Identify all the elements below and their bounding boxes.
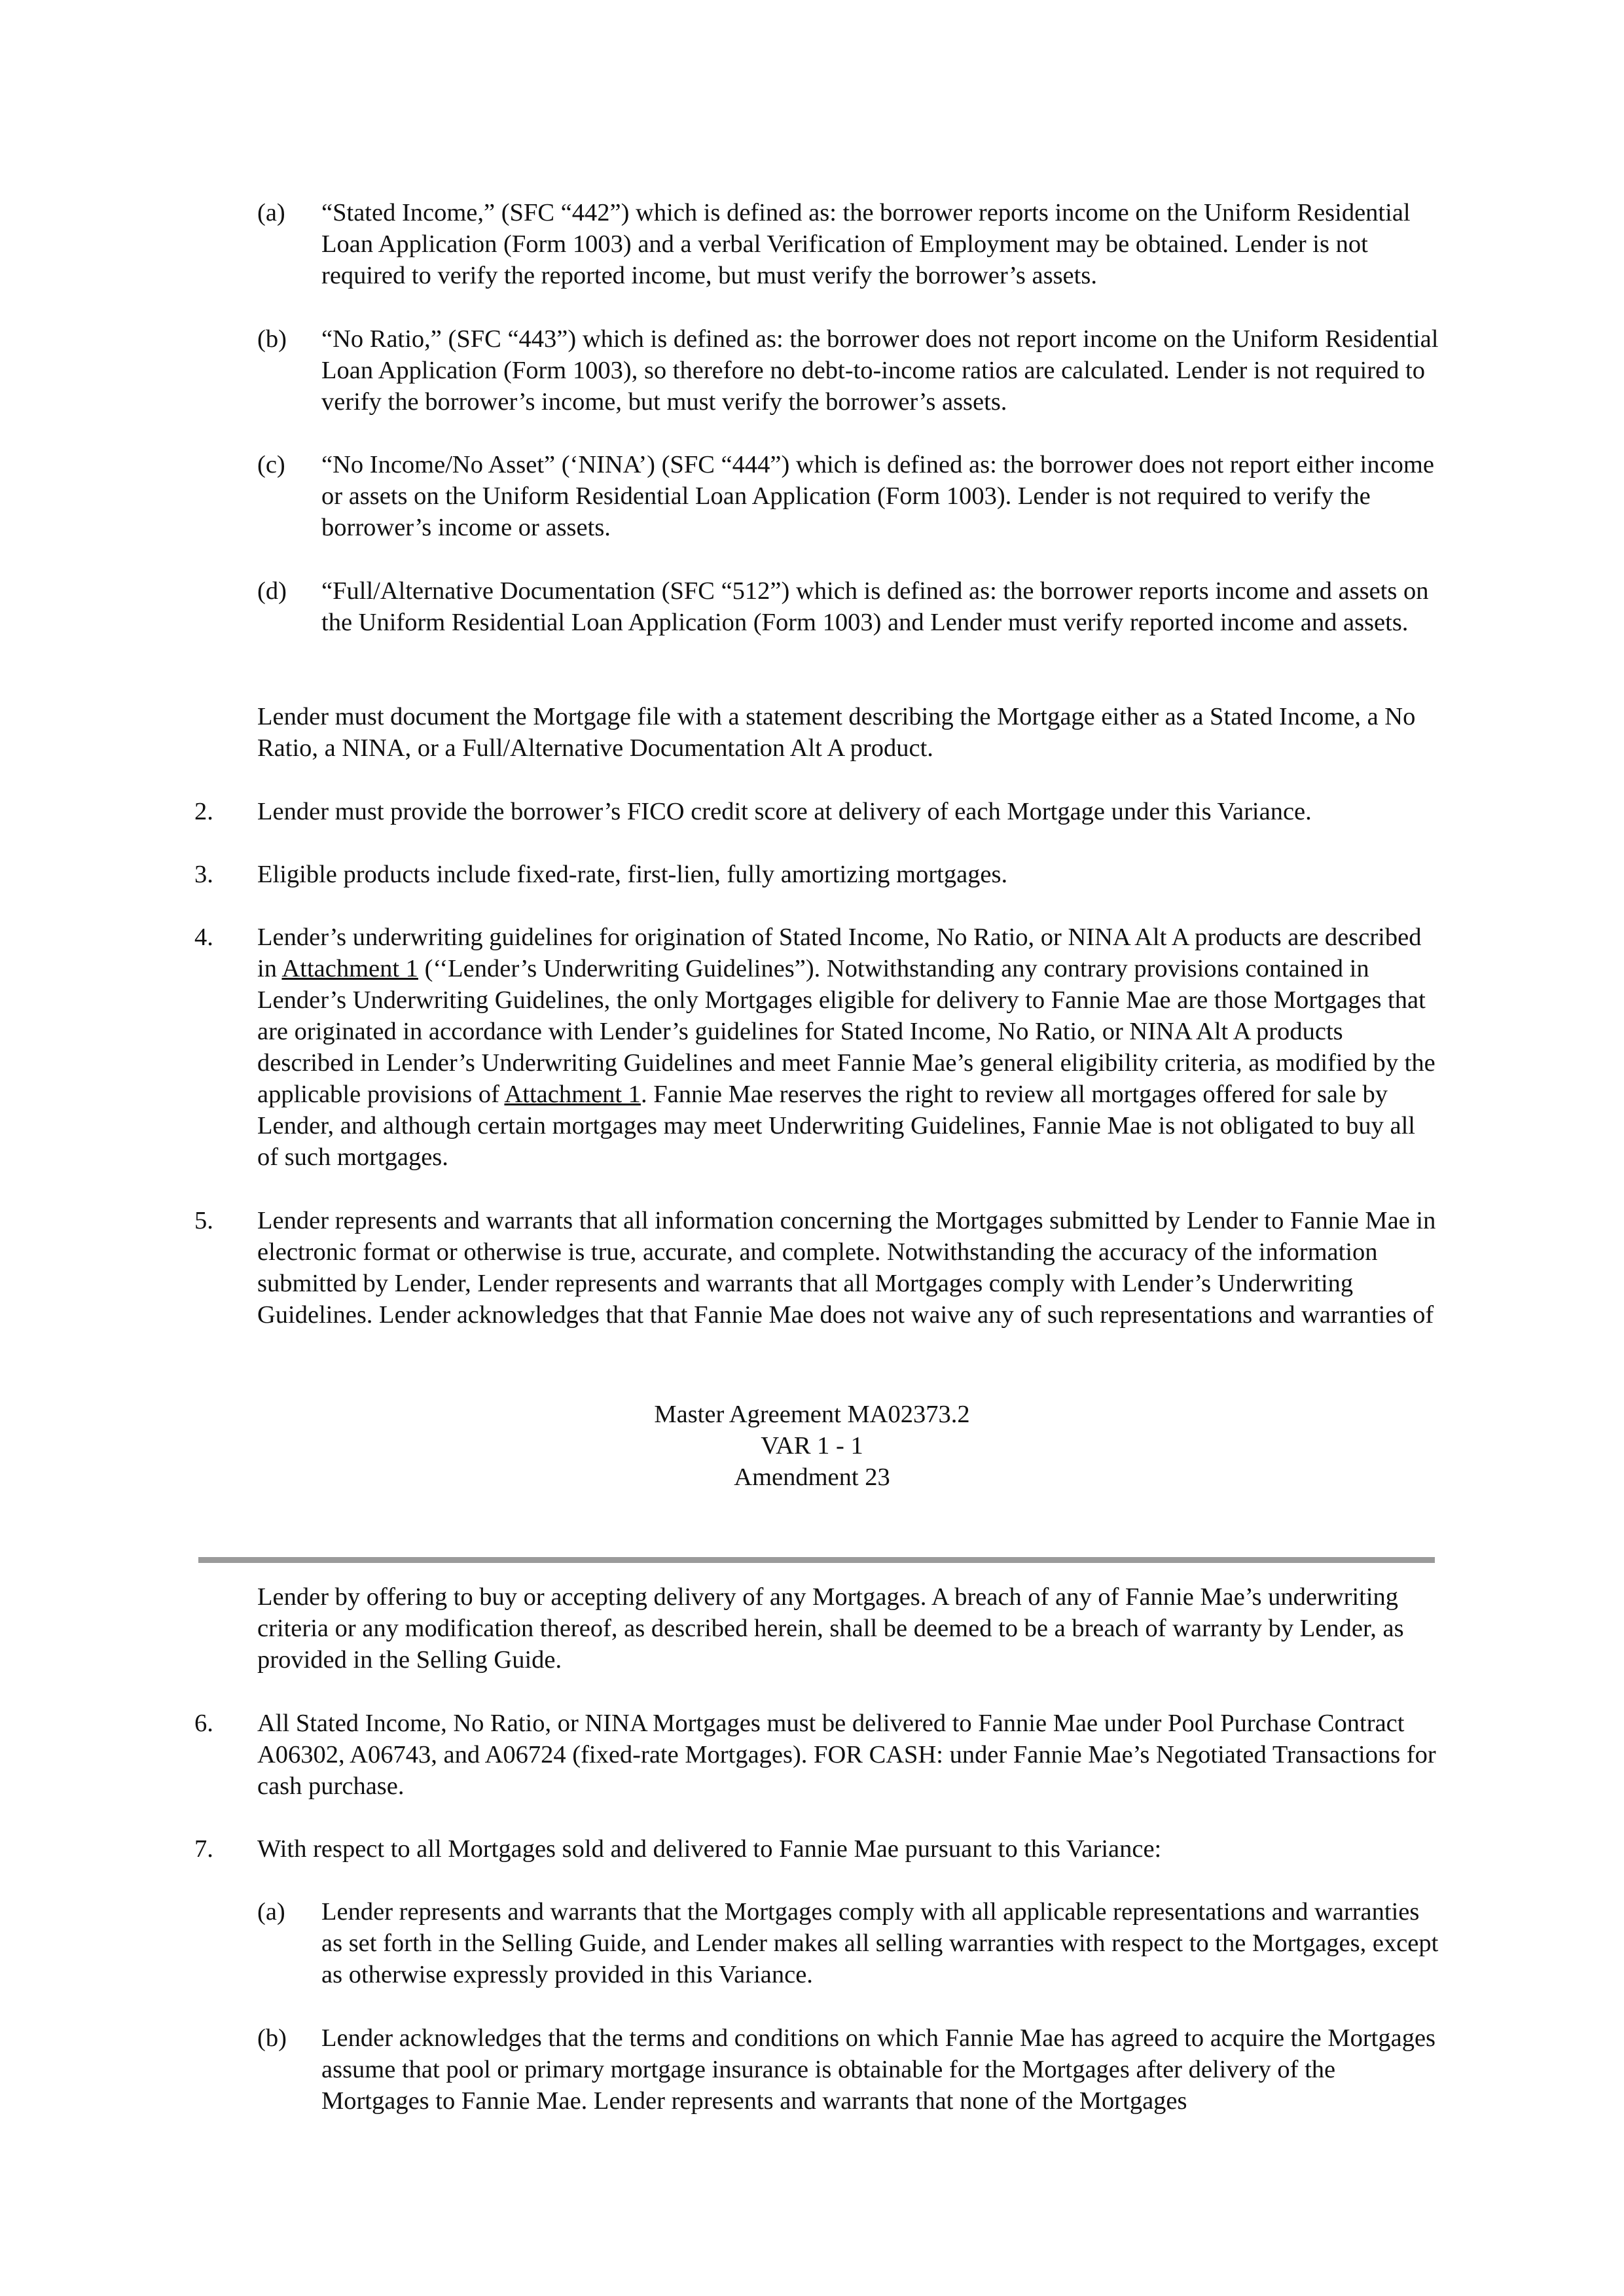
- page-break-divider: [198, 1557, 1435, 1563]
- numbered-item: [194, 1205, 1439, 1331]
- list-item: [257, 575, 1439, 638]
- list-marker: 5.: [194, 1207, 213, 1234]
- list-marker: 7.: [194, 1835, 213, 1863]
- document-paragraph: Lender must document the Mortgage file with a statement describing the Mortgage either as a Stated Income, a No Ratio, a NINA, or a Full/Alternative Documentation Alt A product.: [257, 703, 1416, 762]
- footer-agreement: Master Agreement MA02373.2: [654, 1401, 970, 1428]
- numbered-item: [194, 859, 1439, 890]
- list-marker: (b): [257, 2024, 287, 2052]
- attachment-reference: Attachment 1: [504, 1081, 641, 1108]
- text-run: Lender’s underwriting guidelines for origination of Stated Income, No Ratio, or NINA Alt A products are described in: [257, 924, 1422, 982]
- list-marker: (c): [257, 451, 285, 478]
- list-item: [257, 1896, 1439, 1990]
- list-marker: (a): [257, 199, 285, 226]
- list-marker: 2.: [194, 798, 213, 825]
- list-item-text: Lender represents and warrants that the Mortgages comply with all applicable representations and warranties as set forth in the Selling Guide, and Lender makes all selling warranties with respect to the Mortgages, except as otherwise expressly provided in this Variance.: [321, 1898, 1439, 1988]
- list-marker: 3.: [194, 861, 213, 888]
- text-run: . Fannie Mae reserves the right to review all mortgages offered for sale by Lender, and although certain mortgages may meet Underwriting Guidelines, Fannie Mae is not obligated to buy all of such mortgages.: [257, 1081, 1415, 1171]
- list-marker: 6.: [194, 1710, 213, 1737]
- list-item: [257, 197, 1439, 291]
- list-item: [257, 2022, 1439, 2117]
- list-item-text: [257, 922, 1439, 1173]
- list-marker: (a): [257, 1898, 285, 1926]
- numbered-item: [194, 1708, 1439, 1802]
- list-item-text: Lender must provide the borrower’s FICO credit score at delivery of each Mortgage under this Variance.: [257, 798, 1312, 825]
- numbered-item: [194, 922, 1439, 1173]
- list-marker: (b): [257, 325, 287, 353]
- list-item-text: “No Ratio,” (SFC “443”) which is defined as: the borrower does not report income on the Uniform Residential Loan Application (Form 1003), so therefore no debt-to-income ratios are calculated. Lender is not required to verify the borrower’s income, but must verify the borrower’s assets.: [321, 325, 1439, 416]
- list-item-text: “Full/Alternative Documentation (SFC “512”) which is defined as: the borrower reports income and assets on the Uniform Residential Loan Application (Form 1003) and Lender must verify reported income and assets.: [321, 577, 1429, 636]
- list-item-text: “No Income/No Asset” (‘NINA’) (SFC “444”) which is defined as: the borrower does not report either income or assets on the Uniform Residential Loan Application (Form 1003). Lender is not required to verify the borrower’s income or assets.: [321, 451, 1434, 541]
- list-item-text: All Stated Income, No Ratio, or NINA Mortgages must be delivered to Fannie Mae under Pool Purchase Contract A06302, A06743, and A06724 (fixed-rate Mortgages). FOR CASH: under Fannie Mae’s Negotiated Transactions for cash purchase.: [257, 1710, 1436, 1800]
- numbered-item: [194, 1833, 1439, 1865]
- list-item-text: “Stated Income,” (SFC “442”) which is defined as: the borrower reports income on the Uniform Residential Loan Application (Form 1003) and a verbal Verification of Employment may be obtained. Lender is not required to verify the reported income, but must verify the borrower’s assets.: [321, 199, 1411, 289]
- text-run: (‘‘Lender’s Underwriting Guidelines”). Notwithstanding any contrary provisions contained in Lender’s Underwriting Guidelines, the only Mortgages eligible for delivery to Fannie Mae are those Mortgages that are originated in accordance with Lender’s guidelines for Stated Income, No Ratio, or NINA Alt A products described in Lender’s Underwriting Guidelines and meet Fannie Mae’s general eligibility criteria, as modified by the applicable provisions of: [257, 955, 1435, 1108]
- list-item-text: Eligible products include fixed-rate, first-lien, fully amortizing mortgages.: [257, 861, 1008, 888]
- list-marker: 4.: [194, 924, 213, 951]
- continuation-paragraph: Lender by offering to buy or accepting delivery of any Mortgages. A breach of any of Fannie Mae’s underwriting criteria or any modification thereof, as described herein, shall be deemed to be a breach of warranty by Lender, as provided in the Selling Guide.: [257, 1583, 1404, 1674]
- list-item: [257, 449, 1439, 543]
- list-item: [257, 323, 1439, 418]
- list-item-text: With respect to all Mortgages sold and delivered to Fannie Mae pursuant to this Variance:: [257, 1835, 1162, 1863]
- list-item-text: Lender acknowledges that the terms and conditions on which Fannie Mae has agreed to acquire the Mortgages assume that pool or primary mortgage insurance is obtainable for the Mortgages after delivery of the Mortgages to Fannie Mae. Lender represents and warrants that none of the Mortgages: [321, 2024, 1436, 2115]
- list-marker: (d): [257, 577, 287, 605]
- numbered-item: [194, 796, 1439, 827]
- list-item-text: Lender represents and warrants that all information concerning the Mortgages submitted by Lender to Fannie Mae in electronic format or otherwise is true, accurate, and complete. Notwithstanding the accuracy of the information submitted by Lender, Lender represents and warrants that all Mortgages comply with Lender’s Underwriting Guidelines. Lender acknowledges that that Fannie Mae does not waive any of such representations and warranties of: [257, 1207, 1436, 1329]
- attachment-reference: Attachment 1: [281, 955, 418, 982]
- page-footer: [0, 1399, 1624, 1493]
- footer-amendment: Amendment 23: [734, 1463, 890, 1491]
- footer-page-number: VAR 1 - 1: [761, 1432, 863, 1460]
